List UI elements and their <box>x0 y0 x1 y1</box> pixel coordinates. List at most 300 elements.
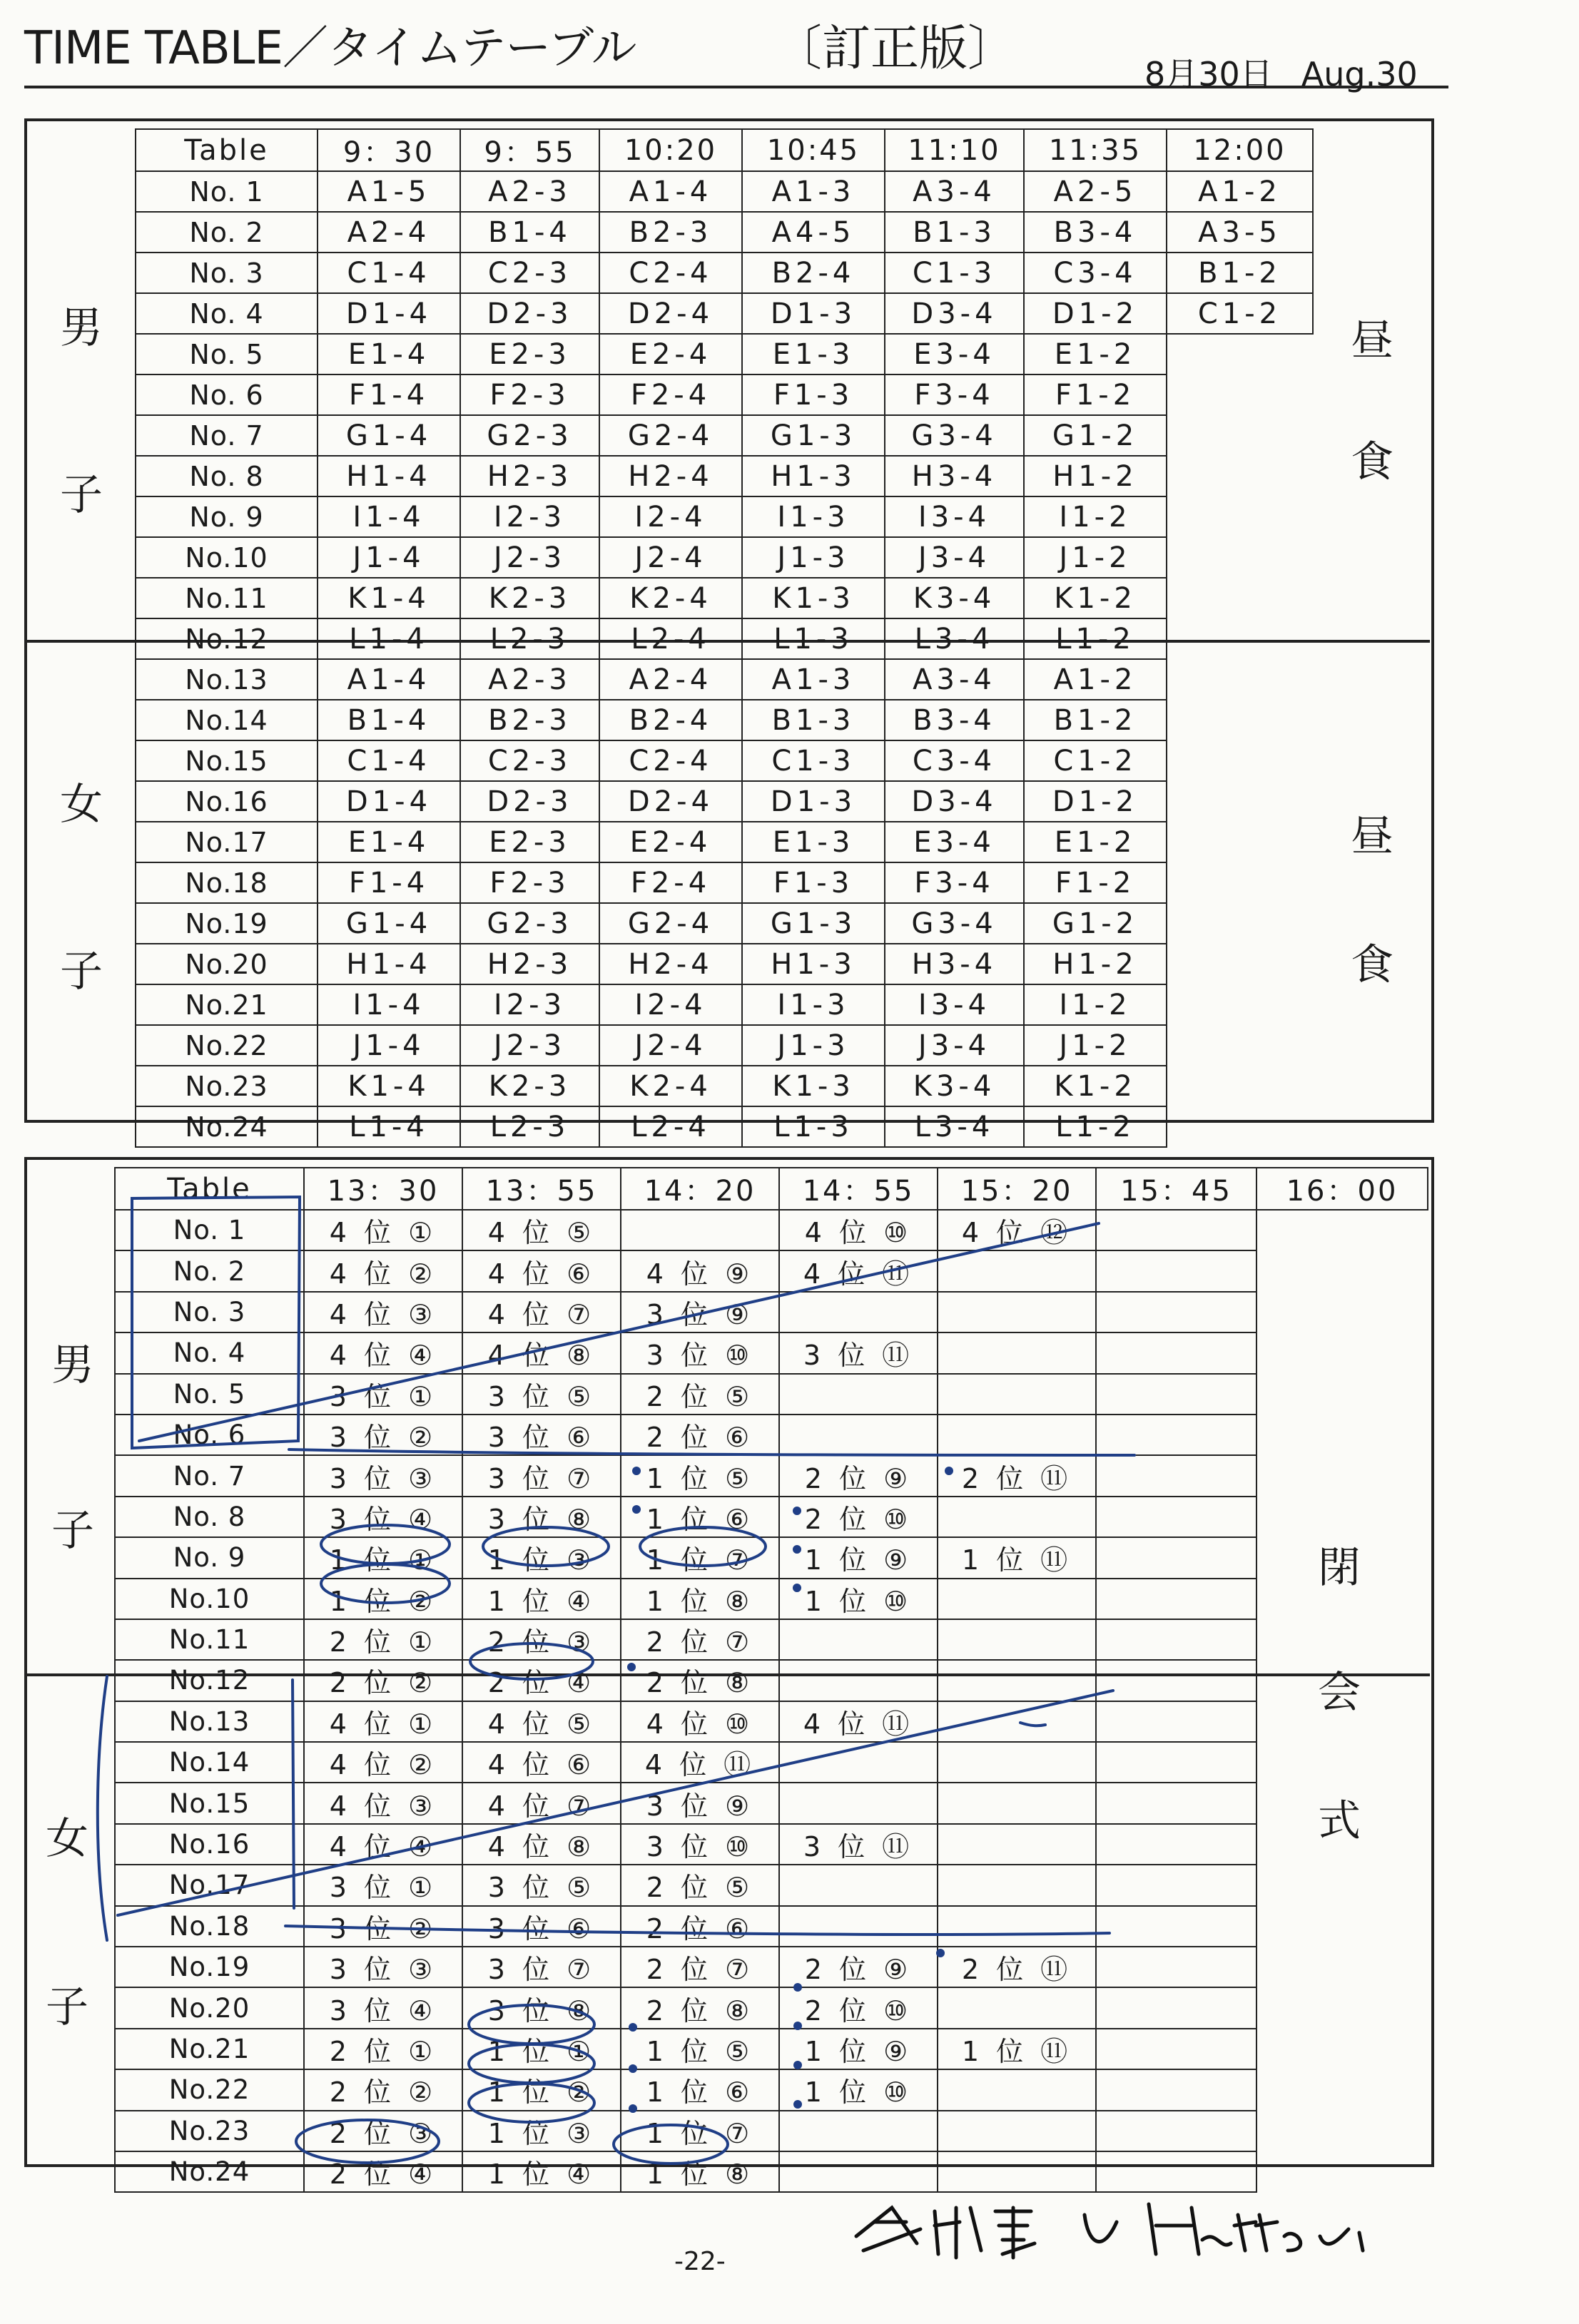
match-cell <box>938 1660 1096 1701</box>
match-cell: 2 位 ⑤ <box>621 1374 779 1415</box>
match-cell: A1-2 <box>1167 171 1313 212</box>
match-cell: J1-4 <box>318 1025 460 1066</box>
match-cell <box>1096 1415 1256 1455</box>
table-row <box>136 537 1313 578</box>
table-row <box>115 1415 1428 1455</box>
page-title: TIME TABLE／タイムテーブル <box>24 22 636 75</box>
table-number-cell: No.12 <box>136 618 318 659</box>
match-cell: L2-3 <box>460 618 599 659</box>
match-cell: K2-4 <box>599 578 742 618</box>
match-cell: 1 位 ⑩ <box>779 1579 938 1619</box>
match-cell: K1-3 <box>742 578 885 618</box>
table-number-cell: No.14 <box>136 700 318 740</box>
match-cell: I2-4 <box>599 496 742 537</box>
table-number-cell: No. 2 <box>136 212 318 253</box>
match-cell: 4 位 ⑦ <box>462 1292 621 1332</box>
match-cell: 1 位 ⑦ <box>621 1537 779 1578</box>
match-cell: G3-4 <box>885 903 1024 944</box>
match-cell: A2-5 <box>1024 171 1167 212</box>
match-cell: E3-4 <box>885 334 1024 374</box>
match-cell: A2-3 <box>460 171 599 212</box>
match-cell: D2-3 <box>460 781 599 822</box>
match-cell: A1-3 <box>742 171 885 212</box>
table-number-cell: No.20 <box>136 944 318 984</box>
table-row <box>115 1292 1428 1332</box>
match-cell: J1-2 <box>1024 537 1167 578</box>
match-cell: L3-4 <box>885 618 1024 659</box>
match-cell: 3 位 ⑩ <box>621 1824 779 1865</box>
match-cell: H1-3 <box>742 456 885 496</box>
match-cell: 1 位 ① <box>462 2029 621 2069</box>
match-cell: A3-4 <box>885 171 1024 212</box>
afternoon-girls-label-2: 子 <box>46 1982 88 2032</box>
table-row <box>115 1824 1428 1865</box>
match-cell: B2-3 <box>599 212 742 253</box>
match-cell: K2-4 <box>599 1066 742 1106</box>
date-en: Aug.30 <box>1301 55 1418 93</box>
table-row <box>136 659 1313 700</box>
match-cell <box>1256 1497 1428 1537</box>
table-number-cell: No. 7 <box>136 415 318 456</box>
morning-girls-label-1: 女 <box>60 780 103 830</box>
afternoon-boys-label-1: 男 <box>51 1340 94 1390</box>
match-cell: 1 位 ⑤ <box>621 1455 779 1496</box>
match-cell: D2-4 <box>599 781 742 822</box>
match-cell <box>1096 1455 1256 1496</box>
table-row <box>136 253 1313 293</box>
match-cell: 2 位 ① <box>304 1619 462 1660</box>
time-slot-header: 11:35 <box>1024 129 1167 171</box>
match-cell: B1-4 <box>318 700 460 740</box>
table-row <box>136 374 1313 415</box>
match-cell <box>1256 1906 1428 1947</box>
match-cell: B2-4 <box>599 700 742 740</box>
match-cell: 2 位 ⑥ <box>621 1906 779 1947</box>
match-cell <box>1256 2069 1428 2110</box>
match-cell: G2-4 <box>599 415 742 456</box>
match-cell: B1-2 <box>1024 700 1167 740</box>
match-cell: F1-3 <box>742 862 885 903</box>
table-number-cell: No. 9 <box>136 496 318 537</box>
table-row <box>115 1987 1428 2028</box>
table-row <box>115 1374 1428 1415</box>
match-cell: B3-4 <box>885 700 1024 740</box>
match-cell: E1-3 <box>742 334 885 374</box>
morning-timetable <box>135 128 1314 1148</box>
match-cell: 4 位 ⑥ <box>462 1250 621 1291</box>
match-cell: 2 位 ③ <box>304 2111 462 2151</box>
match-cell <box>1096 1906 1256 1947</box>
match-cell: A3-4 <box>885 659 1024 700</box>
match-cell: H1-2 <box>1024 944 1167 984</box>
match-cell: E2-4 <box>599 822 742 862</box>
match-cell: A2-4 <box>318 212 460 253</box>
table-number-cell: No.21 <box>136 984 318 1025</box>
match-cell: 3 位 ⑥ <box>462 1415 621 1455</box>
match-cell <box>1256 1332 1428 1373</box>
match-cell: C3-4 <box>1024 253 1167 293</box>
table-number-cell: No. 3 <box>136 253 318 293</box>
lunch-label-boys-1: 昼 <box>1351 316 1393 366</box>
match-cell: B1-4 <box>460 212 599 253</box>
match-cell: 2 位 ⑤ <box>621 1865 779 1905</box>
match-cell <box>1256 1374 1428 1415</box>
table-row <box>136 415 1313 456</box>
match-cell <box>938 1332 1096 1373</box>
match-cell <box>1096 1865 1256 1905</box>
table-row <box>136 334 1313 374</box>
match-cell: L2-4 <box>599 1106 742 1147</box>
afternoon-girls-label-1: 女 <box>46 1814 88 1864</box>
match-cell: L1-3 <box>742 618 885 659</box>
table-number-cell: No. 1 <box>115 1210 304 1250</box>
match-cell: D1-2 <box>1024 781 1167 822</box>
match-cell: K2-3 <box>460 578 599 618</box>
match-cell: I2-3 <box>460 984 599 1025</box>
match-cell: I3-4 <box>885 496 1024 537</box>
match-cell <box>779 1619 938 1660</box>
table-row <box>115 1701 1428 1742</box>
table-number-cell: No. 8 <box>115 1497 304 1537</box>
match-cell <box>1256 1415 1428 1455</box>
table-row <box>136 618 1313 659</box>
match-cell: I3-4 <box>885 984 1024 1025</box>
match-cell <box>1167 1106 1313 1147</box>
table-row <box>136 1106 1313 1147</box>
match-cell: 3 位 ① <box>304 1865 462 1905</box>
time-slot-header: 11:10 <box>885 129 1024 171</box>
match-cell: D1-4 <box>318 293 460 334</box>
match-cell <box>1256 2111 1428 2151</box>
match-cell: 1 位 ② <box>462 2069 621 2110</box>
match-cell <box>938 1742 1096 1783</box>
event-date <box>1144 49 1446 96</box>
match-cell: A2-4 <box>599 659 742 700</box>
time-slot-header: 15：45 <box>1096 1168 1256 1210</box>
match-cell: J1-2 <box>1024 1025 1167 1066</box>
lunch-label-girls-1: 昼 <box>1351 812 1393 862</box>
table-row <box>115 1742 1428 1783</box>
match-cell: 3 位 ⑨ <box>621 1783 779 1823</box>
match-cell: 3 位 ⑦ <box>462 1947 621 1987</box>
time-slot-header: 10:20 <box>599 129 742 171</box>
table-row <box>115 1947 1428 1987</box>
match-cell <box>938 1250 1096 1291</box>
match-cell: B1-3 <box>742 700 885 740</box>
match-cell: D1-3 <box>742 293 885 334</box>
match-cell: I1-3 <box>742 984 885 1025</box>
table-number-cell: No. 6 <box>136 374 318 415</box>
match-cell: 4 位 ⑩ <box>779 1210 938 1250</box>
table-row <box>115 1906 1428 1947</box>
match-cell: F2-4 <box>599 374 742 415</box>
table-row <box>136 456 1313 496</box>
match-cell: 2 位 ⑧ <box>621 1660 779 1701</box>
match-cell: C1-3 <box>742 740 885 781</box>
lunch-label-boys-2: 食 <box>1351 437 1393 487</box>
morning-boys-label-2: 子 <box>60 470 103 520</box>
match-cell: 4 位 ⑪ <box>779 1701 938 1742</box>
table-row <box>115 2069 1428 2110</box>
match-cell <box>779 1783 938 1823</box>
match-cell: 1 位 ⑤ <box>621 2029 779 2069</box>
match-cell: D2-3 <box>460 293 599 334</box>
match-cell: E1-3 <box>742 822 885 862</box>
match-cell: 3 位 ③ <box>304 1455 462 1496</box>
match-cell <box>1167 537 1313 578</box>
match-cell: I1-2 <box>1024 496 1167 537</box>
match-cell: C2-4 <box>599 253 742 293</box>
match-cell: C2-3 <box>460 740 599 781</box>
referee-signature <box>849 2186 1434 2265</box>
match-cell: H2-4 <box>599 944 742 984</box>
table-number-cell: No.15 <box>136 740 318 781</box>
table-number-cell: No.23 <box>115 2111 304 2151</box>
match-cell <box>779 1415 938 1455</box>
match-cell: K1-3 <box>742 1066 885 1106</box>
match-cell: F1-2 <box>1024 374 1167 415</box>
match-cell <box>1256 1292 1428 1332</box>
match-cell: 4 位 ① <box>304 1210 462 1250</box>
match-cell: 1 位 ④ <box>462 1579 621 1619</box>
table-row <box>136 171 1313 212</box>
table-row <box>136 700 1313 740</box>
table-row <box>136 944 1313 984</box>
match-cell: I1-4 <box>318 496 460 537</box>
match-cell: J1-4 <box>318 537 460 578</box>
table-row <box>115 1783 1428 1823</box>
match-cell <box>779 1742 938 1783</box>
table-number-cell: No.17 <box>136 822 318 862</box>
match-cell: J1-3 <box>742 1025 885 1066</box>
match-cell: 3 位 ⑩ <box>621 1332 779 1373</box>
match-cell: E1-2 <box>1024 822 1167 862</box>
match-cell <box>1256 1865 1428 1905</box>
match-cell: F1-4 <box>318 374 460 415</box>
match-cell <box>1096 1537 1256 1578</box>
table-number-cell: No.18 <box>115 1906 304 1947</box>
match-cell <box>1256 1210 1428 1250</box>
table-number-cell: No. 2 <box>115 1250 304 1291</box>
match-cell: 1 位 ⑦ <box>621 2111 779 2151</box>
match-cell: 4 位 ② <box>304 1250 462 1291</box>
match-cell <box>938 1579 1096 1619</box>
match-cell: 2 位 ⑨ <box>779 1947 938 1987</box>
match-cell: 4 位 ⑦ <box>462 1783 621 1823</box>
match-cell <box>1167 618 1313 659</box>
table-number-cell: No.12 <box>115 1660 304 1701</box>
table-number-cell: No. 5 <box>136 334 318 374</box>
match-cell <box>1167 496 1313 537</box>
match-cell: A3-5 <box>1167 212 1313 253</box>
match-cell: A1-3 <box>742 659 885 700</box>
match-cell: B2-3 <box>460 700 599 740</box>
match-cell <box>1256 1742 1428 1783</box>
table-row <box>136 293 1313 334</box>
match-cell <box>779 1906 938 1947</box>
match-cell <box>1096 1742 1256 1783</box>
time-slot-header: 9：55 <box>460 129 599 171</box>
match-cell: 4 位 ② <box>304 1742 462 1783</box>
match-cell: G1-4 <box>318 903 460 944</box>
match-cell: F2-4 <box>599 862 742 903</box>
match-cell: G2-3 <box>460 903 599 944</box>
match-cell: 4 位 ⑧ <box>462 1332 621 1373</box>
match-cell <box>1167 700 1313 740</box>
match-cell: 2 位 ⑩ <box>779 1987 938 2028</box>
match-cell: 2 位 ② <box>304 1660 462 1701</box>
match-cell <box>1167 1066 1313 1106</box>
match-cell <box>1256 1783 1428 1823</box>
match-cell: F1-4 <box>318 862 460 903</box>
match-cell: C1-4 <box>318 740 460 781</box>
match-cell: B1-2 <box>1167 253 1313 293</box>
match-cell <box>938 1415 1096 1455</box>
table-row <box>136 781 1313 822</box>
match-cell: 1 位 ⑪ <box>938 1537 1096 1578</box>
match-cell: C1-2 <box>1167 293 1313 334</box>
match-cell: H3-4 <box>885 456 1024 496</box>
match-cell: K1-4 <box>318 578 460 618</box>
match-cell: 3 位 ⑧ <box>462 1497 621 1537</box>
match-cell: 1 位 ① <box>304 1537 462 1578</box>
match-cell: K1-4 <box>318 1066 460 1106</box>
table-row <box>136 903 1313 944</box>
match-cell: E1-2 <box>1024 334 1167 374</box>
revision-stamp: 〔訂正版〕 <box>773 21 1017 77</box>
match-cell: H1-3 <box>742 944 885 984</box>
match-cell: 1 位 ④ <box>462 2151 621 2192</box>
closing-ceremony-label-2: 会 <box>1318 1668 1361 1718</box>
match-cell <box>779 1660 938 1701</box>
table-row <box>115 1497 1428 1537</box>
match-cell <box>1167 984 1313 1025</box>
match-cell: E2-4 <box>599 334 742 374</box>
table-number-cell: No. 6 <box>115 1415 304 1455</box>
match-cell: L2-3 <box>460 1106 599 1147</box>
signature-handwriting <box>849 2186 1434 2265</box>
match-cell <box>1167 903 1313 944</box>
table-number-cell: No.18 <box>136 862 318 903</box>
table-row <box>136 984 1313 1025</box>
page-header <box>24 7 1448 93</box>
match-cell: 2 位 ② <box>304 2069 462 2110</box>
match-cell: G1-3 <box>742 415 885 456</box>
match-cell <box>779 1374 938 1415</box>
match-cell: 3 位 ⑧ <box>462 1987 621 2028</box>
table-number-cell: No.11 <box>115 1619 304 1660</box>
time-slot-header: 14：20 <box>621 1168 779 1210</box>
match-cell: 4 位 ④ <box>304 1332 462 1373</box>
match-cell: L1-3 <box>742 1106 885 1147</box>
match-cell: L1-4 <box>318 618 460 659</box>
match-cell <box>1256 1701 1428 1742</box>
match-cell: 1 位 ⑪ <box>938 2029 1096 2069</box>
match-cell: C1-3 <box>885 253 1024 293</box>
match-cell <box>1096 1374 1256 1415</box>
match-cell: 3 位 ③ <box>304 1947 462 1987</box>
match-cell <box>1256 1455 1428 1496</box>
match-cell <box>1167 1025 1313 1066</box>
match-cell: J2-4 <box>599 537 742 578</box>
table-row <box>136 862 1313 903</box>
match-cell: D1-2 <box>1024 293 1167 334</box>
match-cell: E2-3 <box>460 822 599 862</box>
match-cell: K1-2 <box>1024 578 1167 618</box>
match-cell <box>1256 1660 1428 1701</box>
table-number-cell: No.22 <box>136 1025 318 1066</box>
table-number-cell: No.21 <box>115 2029 304 2069</box>
match-cell <box>938 2069 1096 2110</box>
table-row <box>136 822 1313 862</box>
match-cell: G2-3 <box>460 415 599 456</box>
match-cell: C2-3 <box>460 253 599 293</box>
morning-boys-label-1: 男 <box>60 303 103 353</box>
match-cell: I1-2 <box>1024 984 1167 1025</box>
match-cell <box>1256 1824 1428 1865</box>
match-cell: 4 位 ⑨ <box>621 1250 779 1291</box>
match-cell <box>1096 1947 1256 1987</box>
match-cell: D1-4 <box>318 781 460 822</box>
match-cell: J2-3 <box>460 537 599 578</box>
match-cell: 1 位 ⑧ <box>621 1579 779 1619</box>
table-row <box>115 1332 1428 1373</box>
table-number-cell: No.15 <box>115 1783 304 1823</box>
match-cell: F2-3 <box>460 374 599 415</box>
time-slot-header: 10:45 <box>742 129 885 171</box>
match-cell: 3 位 ④ <box>304 1987 462 2028</box>
table-number-cell: No.16 <box>136 781 318 822</box>
time-slot-header: 13：30 <box>304 1168 462 1210</box>
table-number-cell: No.13 <box>115 1701 304 1742</box>
match-cell: H1-4 <box>318 944 460 984</box>
table-number-cell: No.24 <box>115 2151 304 2192</box>
match-cell: 2 位 ⑪ <box>938 1947 1096 1987</box>
match-cell <box>1167 659 1313 700</box>
table-number-cell: No.20 <box>115 1987 304 2028</box>
match-cell: 4 位 ⑤ <box>462 1701 621 1742</box>
match-cell: 2 位 ④ <box>462 1660 621 1701</box>
match-cell: L1-2 <box>1024 1106 1167 1147</box>
match-cell: 3 位 ⑤ <box>462 1374 621 1415</box>
match-cell <box>1256 1250 1428 1291</box>
match-cell <box>621 1210 779 1250</box>
match-cell: H1-4 <box>318 456 460 496</box>
table-number-cell: No. 3 <box>115 1292 304 1332</box>
table-row <box>136 1025 1313 1066</box>
table-row <box>136 578 1313 618</box>
match-cell: 1 位 ⑥ <box>621 2069 779 2110</box>
match-cell: D3-4 <box>885 293 1024 334</box>
match-cell: 3 位 ⑪ <box>779 1824 938 1865</box>
match-cell: E1-4 <box>318 334 460 374</box>
match-cell <box>1096 1250 1256 1291</box>
match-cell: A1-4 <box>318 659 460 700</box>
date-ja: 8月30日 <box>1144 55 1273 93</box>
match-cell: H2-3 <box>460 944 599 984</box>
match-cell: 2 位 ⑩ <box>779 1497 938 1537</box>
match-cell: 1 位 ③ <box>462 2111 621 2151</box>
match-cell <box>1096 2111 1256 2151</box>
match-cell <box>1096 1660 1256 1701</box>
match-cell <box>1096 2069 1256 2110</box>
match-cell <box>1096 1332 1256 1373</box>
table-number-cell: No.23 <box>136 1066 318 1106</box>
table-number-cell: No.19 <box>115 1947 304 1987</box>
table-number-cell: No.19 <box>136 903 318 944</box>
match-cell: J1-3 <box>742 537 885 578</box>
match-cell: 2 位 ⑥ <box>621 1415 779 1455</box>
